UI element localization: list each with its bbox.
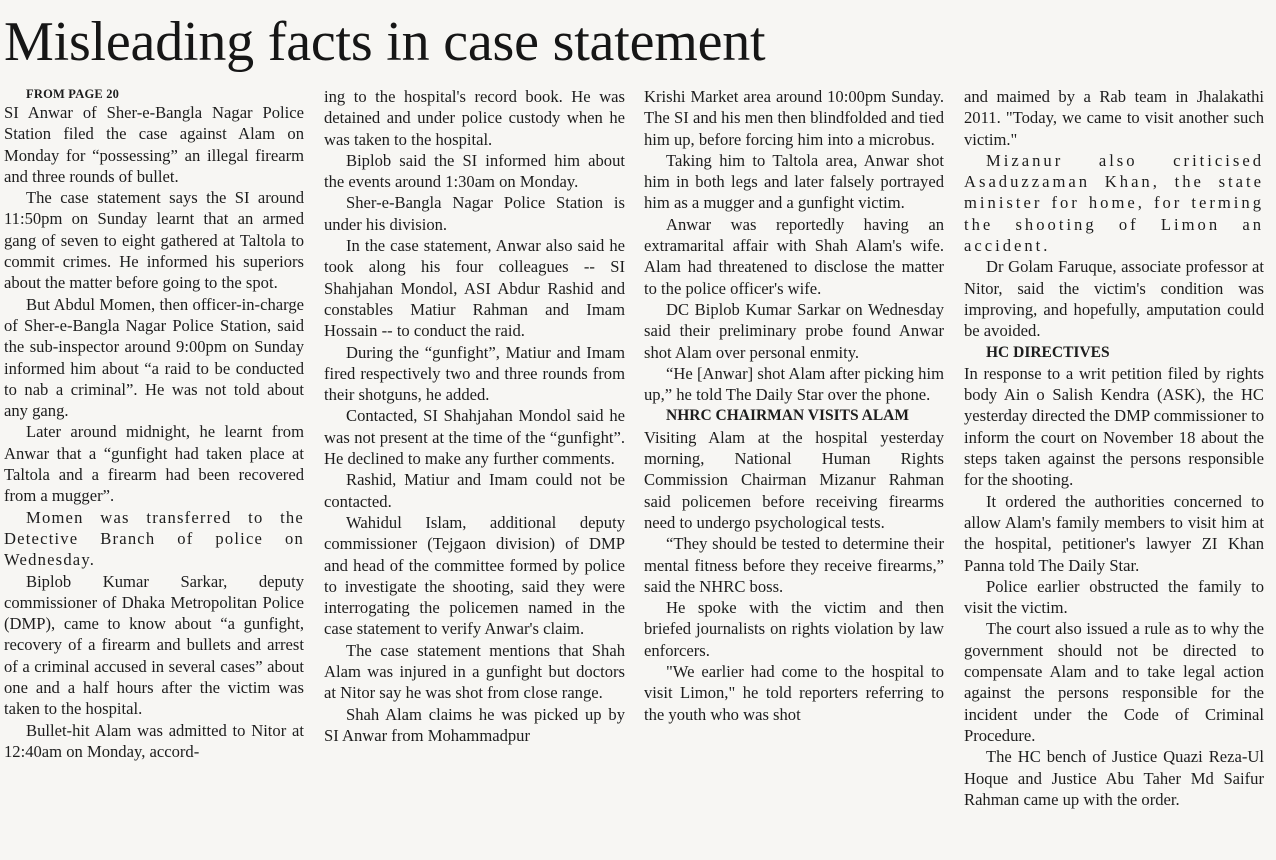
subheading-hc-directives: HC DIRECTIVES <box>986 343 1110 361</box>
paragraph: The court also issued a rule as to why the government should not be directed to compensate Alam and to take legal action against the persons responsible for the incident under the Code of Criminal Procedure. <box>964 619 1264 745</box>
article-column-4 <box>964 86 1264 858</box>
paragraph: In response to a writ petition filed by rights body Ain o Salish Kendra (ASK), the HC yesterday directed the DMP commissioner to inform the court on November 18 about the steps taken against the persons responsible for the shooting. <box>964 363 1264 490</box>
subheading-nhrc: NHRC CHAIRMAN VISITS ALAM <box>666 407 910 425</box>
paragraph: The case statement mentions that Shah Alam was injured in a gunfight but doctors at Nitor say he was shot from close range. <box>324 640 625 703</box>
paragraph: Sher-e-Bangla Nagar Police Station is under his division. <box>324 193 625 234</box>
paragraph: He spoke with the victim and then briefed journalists on rights violation by law enforcers. <box>644 598 944 660</box>
paragraph: Contacted, SI Shahjahan Mondol said he was not present at the time of the “gunfight”. He declined to make any further comments. <box>324 406 625 469</box>
paragraph: “He [Anwar] shot Alam after picking him up,” he told The Daily Star over the phone. <box>644 363 944 405</box>
paragraph: "We earlier had come to the hospital to visit Limon," he told reporters referring to the youth who was shot <box>644 662 944 724</box>
jump-line: FROM PAGE 20 <box>26 87 120 101</box>
article-column-3 <box>644 86 944 858</box>
headline: Misleading facts in case statement <box>4 11 766 73</box>
paragraph: SI Anwar of Sher-e-Bangla Nagar Police Station filed the case against Alam on Monday for “possessing” an illegal firearm and three rounds of bullet. <box>4 103 304 186</box>
paragraph: Momen was transferred to the Detective Branch of police on Wednesday. <box>4 507 304 570</box>
paragraph: Later around midnight, he learnt from Anwar that a “gunfight had taken place at Taltola and a firearm had been recovered from a mugger”. <box>4 422 304 506</box>
paragraph: During the “gunfight”, Matiur and Imam fired respectively two and three rounds from their shotguns, he added. <box>324 342 625 405</box>
paragraph: Taking him to Taltola area, Anwar shot him in both legs and later falsely portrayed him as a mugger and a gunfight victim. <box>644 150 944 213</box>
paragraph: In the case statement, Anwar also said he took along his four colleagues -- SI Shahjahan Mondol, ASI Abdur Rashid and constables Matiur Rahman and Imam Hossain -- to conduct the raid. <box>324 236 625 341</box>
paragraph: The HC bench of Justice Quazi Reza-Ul Hoque and Justice Abu Taher Md Saifur Rahman came up with the order. <box>964 747 1264 809</box>
paragraph: Rashid, Matiur and Imam could not be contacted. <box>324 470 625 511</box>
paragraph: But Abdul Momen, then officer-in-charge of Sher-e-Bangla Nagar Police Station, said the sub-inspector around 9:00pm on Sunday informed him about “a raid to be conducted to nab a criminal”. He was not told about any gang. <box>4 294 304 421</box>
paragraph: ing to the hospital's record book. He was detained and under police custody when he was taken to the hospital. <box>324 87 625 149</box>
paragraph: Police earlier obstructed the family to visit the victim. <box>964 576 1264 618</box>
article-column-2 <box>324 86 625 858</box>
paragraph: Mizanur also criticised Asaduzzaman Khan, the state minister for home, for terming the shooting of Limon an accident. <box>964 150 1264 256</box>
paragraph: and maimed by a Rab team in Jhalakathi 2011. "Today, we came to visit another such victim." <box>964 87 1264 149</box>
paragraph: DC Biplob Kumar Sarkar on Wednesday said their preliminary probe found Anwar shot Alam over personal enmity. <box>644 299 944 362</box>
paragraph: Visiting Alam at the hospital yesterday morning, National Human Rights Commission Chairman Mizanur Rahman said policemen before receiving firearms need to undergo psychological tests. <box>644 427 944 532</box>
paragraph: Krishi Market area around 10:00pm Sunday. The SI and his men then blindfolded and tied him up, before forcing him into a microbus. <box>644 87 944 149</box>
paragraph: It ordered the authorities concerned to allow Alam's family members to visit him at the hospital, petitioner's lawyer ZI Khan Panna told The Daily Star. <box>964 491 1264 575</box>
paragraph: Shah Alam claims he was picked up by SI Anwar from Mohammadpur <box>324 704 625 745</box>
paragraph: Bullet-hit Alam was admitted to Nitor at 12:40am on Monday, accord- <box>4 720 304 761</box>
paragraph: The case statement says the SI around 11:50pm on Sunday learnt that an armed gang of seven to eight gathered at Taltola to commit crimes. He informed his superiors about the matter before going to the spot. <box>4 188 304 293</box>
paragraph: “They should be tested to determine their mental fitness before they receive firearms,” said the NHRC boss. <box>644 534 944 596</box>
paragraph: Wahidul Islam, additional deputy commissioner (Tejgaon division) of DMP and head of the committee formed by police to investigate the shooting, said they were interrogating the policemen named in the case statement to verify Anwar's claim. <box>324 512 625 639</box>
paragraph: Biplob said the SI informed him about the events around 1:30am on Monday. <box>324 150 625 192</box>
paragraph: Biplob Kumar Sarkar, deputy commissioner of Dhaka Metropolitan Police (DMP), came to know about “a gunfight, recovery of a firearm and bullets and arrest of a criminal accused in several cases” about one and a half hours after the victim was taken to the hospital. <box>4 571 304 719</box>
paragraph: Anwar was reportedly having an extramarital affair with Shah Alam's wife. Alam had threatened to disclose the matter to the police officer's wife. <box>644 214 944 298</box>
paragraph: Dr Golam Faruque, associate professor at Nitor, said the victim's condition was improving, and hopefully, amputation could be avoided. <box>964 257 1264 341</box>
article-column-1 <box>4 86 304 858</box>
